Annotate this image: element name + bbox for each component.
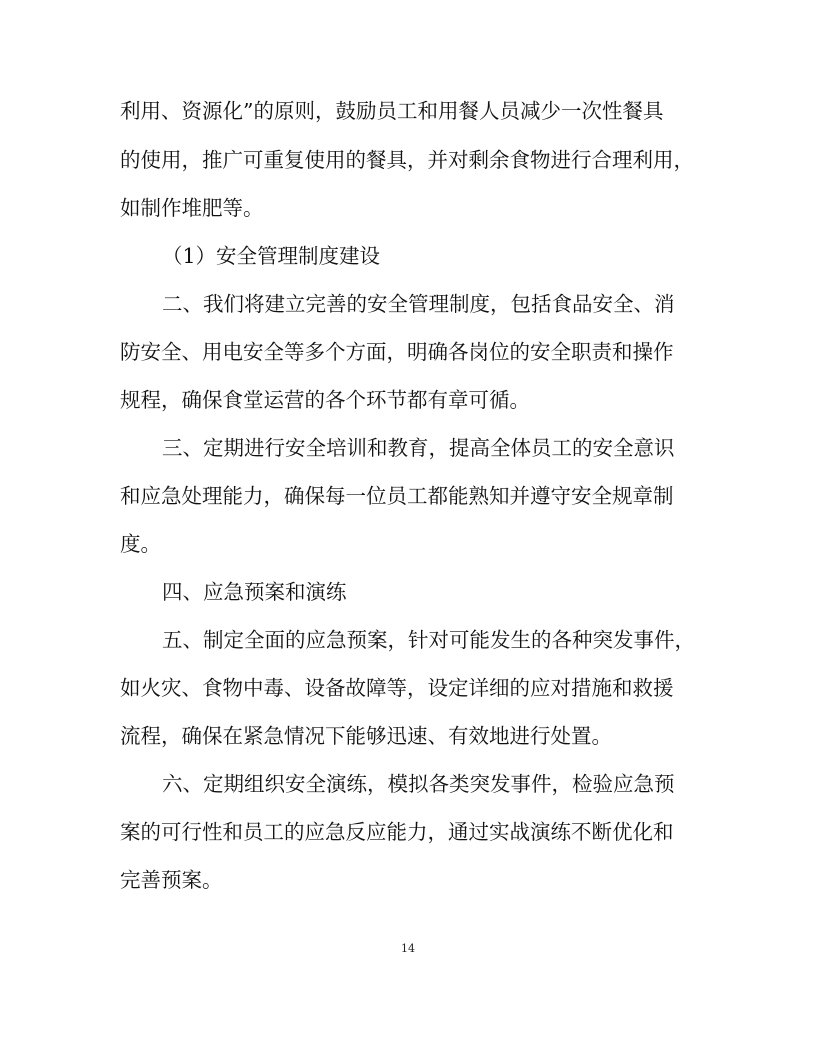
section-heading: 四、应急预案和演练 xyxy=(162,580,347,604)
section-heading: （1）安全管理制度建设 xyxy=(162,244,381,268)
paragraph-line: 的使用，推广可重复使用的餐具，并对剩余食物进行合理利用， xyxy=(120,148,694,172)
paragraph-line: 六、定期组织安全演练，模拟各类突发事件，检验应急预 xyxy=(162,772,675,796)
paragraph-line: 三、定期进行安全培训和教育，提高全体员工的安全意识 xyxy=(162,436,675,460)
paragraph-line: 和应急处理能力，确保每一位员工都能熟知并遵守安全规章制 xyxy=(120,484,674,508)
paragraph-line: 利用、资源化”的原则，鼓励员工和用餐人员减少一次性餐具 xyxy=(120,99,664,123)
paragraph-line: 二、我们将建立完善的安全管理制度，包括食品安全、消 xyxy=(162,292,675,316)
paragraph-line: 完善预案。 xyxy=(120,868,223,892)
paragraph-line: 防安全、用电安全等多个方面，明确各岗位的安全职责和操作 xyxy=(120,340,674,364)
paragraph-line: 度。 xyxy=(120,532,161,556)
paragraph-line: 案的可行性和员工的应急反应能力，通过实战演练不断优化和 xyxy=(120,820,674,844)
paragraph-line: 规程，确保食堂运营的各个环节都有章可循。 xyxy=(120,388,530,412)
page-number: 14 xyxy=(401,942,415,955)
paragraph-line: 如火灾、食物中毒、设备故障等，设定详细的应对措施和救援 xyxy=(120,676,674,700)
paragraph-line: 五、制定全面的应急预案，针对可能发生的各种突发事件， xyxy=(162,628,695,652)
paragraph-line: 如制作堆肥等。 xyxy=(120,196,264,220)
paragraph-line: 流程，确保在紧急情况下能够迅速、有效地进行处置。 xyxy=(120,724,612,748)
